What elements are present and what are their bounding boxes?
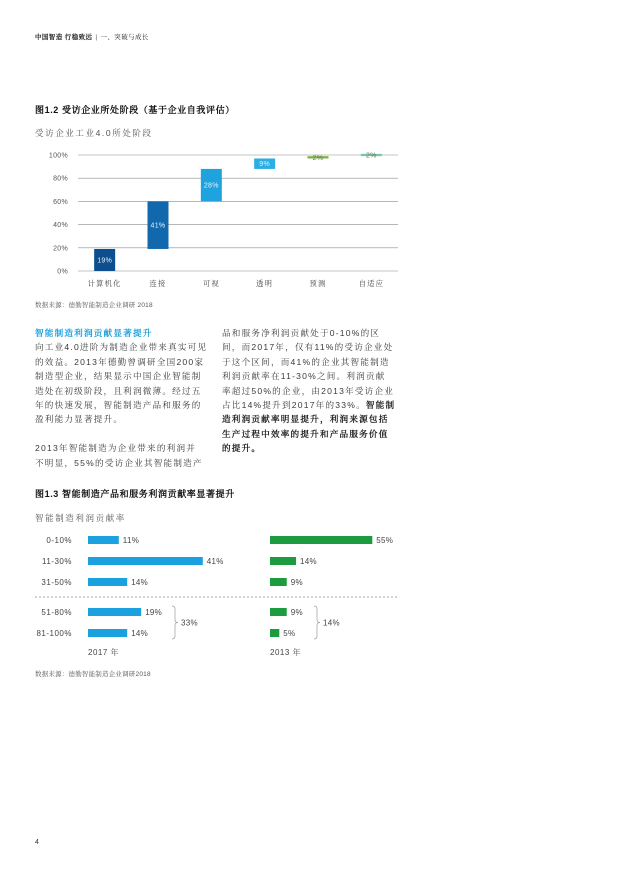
paragraph-line: 于这个区间，而41%的企业其智能制造 bbox=[222, 356, 390, 367]
bar-value-label: 41% bbox=[206, 556, 224, 566]
figure-title: 图1.3 智能制造产品和服务利润贡献率显著提升 bbox=[35, 489, 235, 499]
bracket-total-label: 14% bbox=[323, 618, 340, 628]
bar-series-1 bbox=[88, 608, 141, 616]
panel-year-label: 2013 年 bbox=[270, 648, 302, 657]
x-category-label: 连接 bbox=[149, 279, 167, 288]
paragraph-line: 不明显，55%的受访企业其智能制造产 bbox=[35, 457, 203, 468]
bar-value-label: 14% bbox=[300, 556, 317, 566]
row-category-label: 51-80% bbox=[41, 607, 72, 617]
total-bracket bbox=[172, 606, 178, 639]
bar-value-label: 19% bbox=[145, 607, 163, 617]
header-separator: | bbox=[95, 34, 98, 41]
figure-subtitle: 智能制造利润贡献率 bbox=[35, 513, 126, 523]
bar-value-label: 11% bbox=[122, 535, 140, 545]
x-category-label: 预测 bbox=[309, 279, 327, 288]
y-tick-label: 60% bbox=[53, 198, 68, 206]
waterfall-chart bbox=[30, 145, 410, 295]
row-category-label: 0-10% bbox=[46, 535, 72, 545]
page-number: 4 bbox=[35, 839, 39, 846]
paragraph-line: 利润贡献率在11-30%之间。利润贡献 bbox=[222, 371, 386, 382]
figure-title: 图1.2 受访企业所处阶段（基于企业自我评估） bbox=[35, 105, 235, 115]
x-category-label: 可视 bbox=[202, 279, 220, 288]
emphasis-line: 的提升。 bbox=[222, 443, 262, 454]
bar-value-label: 55% bbox=[376, 535, 394, 545]
bar-series-1 bbox=[88, 629, 127, 637]
y-tick-label: 20% bbox=[53, 245, 68, 253]
total-bracket bbox=[314, 606, 320, 639]
bar-value-label: 9% bbox=[290, 577, 303, 587]
bar-value-label: 14% bbox=[131, 577, 149, 587]
paragraph-line: 向工业4.0进阶为制造企业带来真实可见 bbox=[35, 342, 208, 353]
y-tick-label: 100% bbox=[48, 152, 68, 160]
report-brand: 中国智造 行稳致远 bbox=[35, 34, 93, 41]
paragraph-line bbox=[222, 398, 407, 412]
chapter-label: 一、突破与成长 bbox=[100, 34, 149, 41]
y-tick-label: 40% bbox=[53, 222, 68, 230]
running-header bbox=[35, 33, 149, 43]
bar-value-label: 9% bbox=[290, 607, 303, 617]
bar-value-label: 28% bbox=[203, 182, 219, 190]
emphasis-line: 生产过程中效率的提升和产品服务价值 bbox=[222, 428, 389, 439]
x-category-label: 计算机化 bbox=[87, 279, 122, 288]
figure-source: 数据来源：德勤智能制造企业调研2018 bbox=[35, 671, 151, 678]
paragraph-line: 年的快速发展，智能制造产品和服务的 bbox=[35, 400, 202, 411]
bar-series-2 bbox=[270, 536, 372, 544]
x-category-label: 自适应 bbox=[358, 279, 385, 288]
emphasis-line: 造利润贡献率明显提升，利润来源包括 bbox=[222, 414, 389, 425]
paragraph-line: 盈利能力显著提升。 bbox=[35, 414, 124, 425]
x-category-label: 透明 bbox=[256, 279, 274, 288]
y-tick-label: 80% bbox=[53, 175, 68, 183]
row-category-label: 11-30% bbox=[42, 556, 72, 566]
paragraph-line: 间，而2017年，仅有11%的受访企业处 bbox=[222, 342, 394, 353]
bar-series-2 bbox=[270, 578, 287, 586]
paragraph-line: 制造型企业，结果显示中国企业智能制 bbox=[35, 371, 202, 382]
paragraph-line: 品和服务净利润贡献处于0-10%的区 bbox=[222, 328, 381, 338]
figure-source: 数据来源：德勤智能制造企业调研 2018 bbox=[35, 302, 153, 309]
text-column-right bbox=[222, 326, 407, 456]
paragraph-text: 占比14%提升到2017年的33%。 bbox=[222, 400, 366, 411]
paragraph-line: 率超过50%的企业，由2013年受访企业 bbox=[222, 385, 395, 396]
bracket-total-label: 33% bbox=[181, 618, 198, 628]
y-tick-label: 0% bbox=[57, 268, 68, 276]
bar-value-label: 2% bbox=[312, 154, 324, 162]
emphasis-text: 智能制 bbox=[365, 400, 396, 411]
row-category-label: 81-100% bbox=[36, 628, 72, 638]
row-category-label: 31-50% bbox=[41, 577, 72, 587]
panel-year-label: 2017 年 bbox=[88, 648, 120, 657]
section-heading: 智能制造利润贡献显著提升 bbox=[35, 328, 153, 338]
bar-value-label: 9% bbox=[259, 161, 271, 169]
bar-value-label: 19% bbox=[97, 257, 113, 265]
profit-contribution-bar-chart bbox=[30, 528, 410, 663]
bar-series-1 bbox=[88, 578, 127, 586]
bar-series-2 bbox=[270, 557, 296, 565]
bar-series-2 bbox=[270, 608, 287, 616]
bar-value-label: 2% bbox=[365, 152, 377, 160]
bar-series-1 bbox=[88, 557, 203, 565]
paragraph-line: 造处在初级阶段，且利润微薄。经过五 bbox=[35, 385, 202, 396]
bar-value-label: 14% bbox=[131, 628, 149, 638]
bar-value-label: 5% bbox=[283, 628, 296, 638]
paragraph-line: 2013年智能制造为企业带来的利润并 bbox=[35, 443, 197, 454]
bar-value-label: 41% bbox=[150, 222, 166, 230]
text-column-left bbox=[35, 326, 215, 470]
paragraph bbox=[35, 441, 215, 470]
figure-subtitle: 受访企业工业4.0所处阶段 bbox=[35, 128, 153, 138]
bar-series-1 bbox=[88, 536, 119, 544]
paragraph-line: 的效益。2013年德勤曾调研全国200家 bbox=[35, 356, 205, 367]
bar-series-2 bbox=[270, 629, 279, 637]
